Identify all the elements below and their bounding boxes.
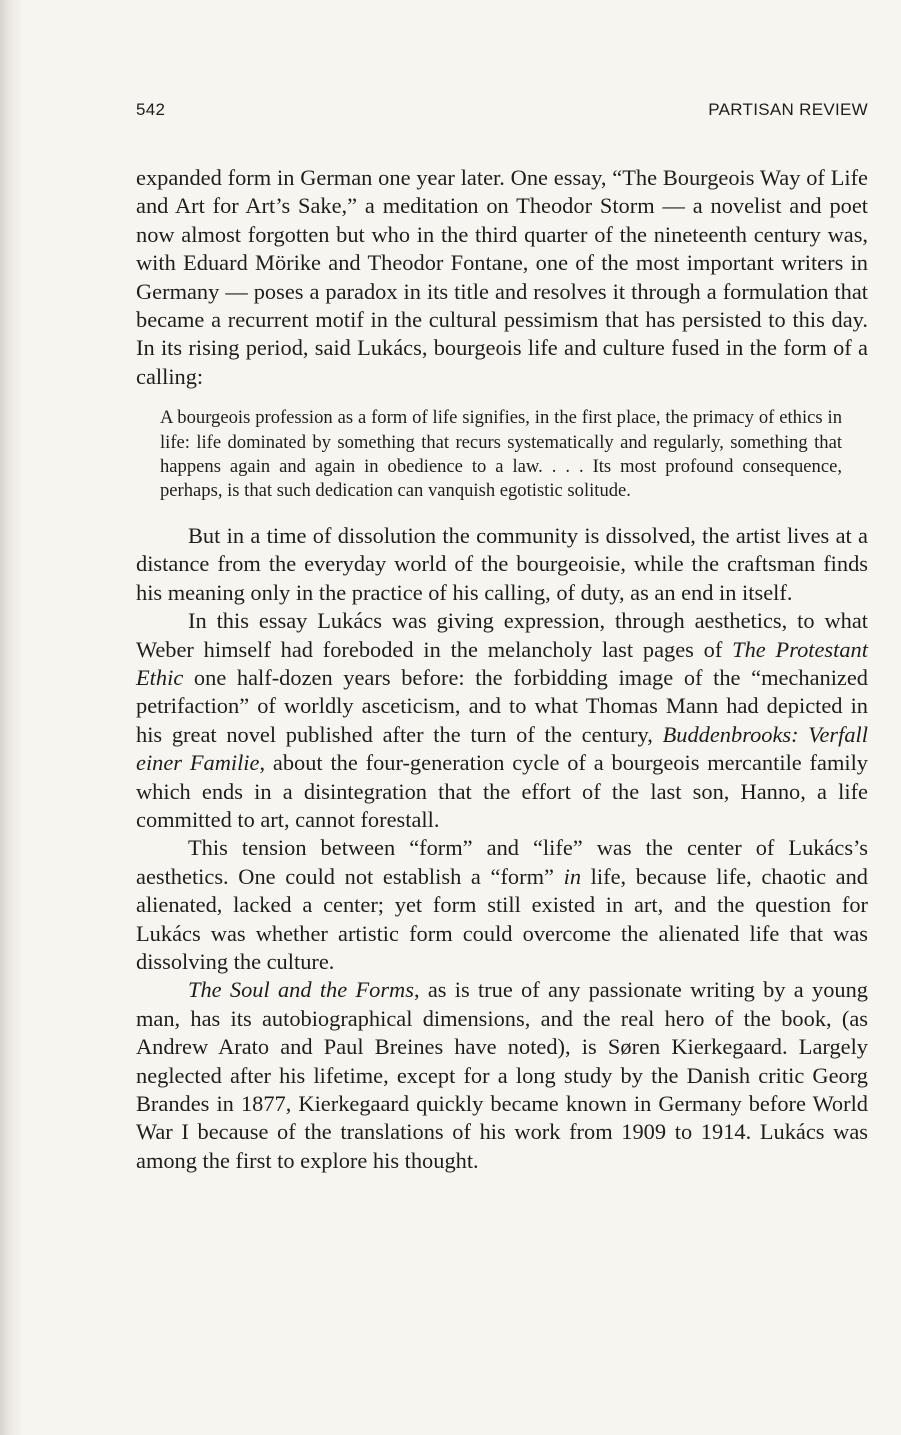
- book-title-soul-and-forms: The Soul and the Forms: [188, 977, 414, 1003]
- paragraph-3-text-b: one half-dozen years before: the forbidding image of the “mechanized petrifaction” of worldly asceticism, and to what Thomas Mann had depicted in his great novel published after the turn of the century,: [136, 664, 868, 747]
- paragraph-5: [136, 976, 868, 1175]
- paragraph-4-text-a: This tension between “form” and “life” was the center of Lukács’s aesthetics. One could not establish a “form”: [136, 835, 868, 889]
- paragraph-3-text-a: In this essay Lukács was giving expression, through aesthetics, to what Weber himself had foreboded in the melancholy last pages of: [136, 608, 868, 662]
- paragraph-4-text-b: life, because life, chaotic and alienated, lacked a center; yet form still existed in art, and the question for Lukács was whether artistic form could overcome the alienated life that was dissolving the culture.: [136, 863, 868, 974]
- paragraph-1: expanded form in German one year later. One essay, “The Bourgeois Way of Life and Art for Art’s Sake,” a meditation on Theodor Storm — a novelist and poet now almost forgotten but who in the third quarter of the nineteenth century was, with Eduard Mörike and Theodor Fontane, one of the most important writers in Germany — poses a paradox in its title and resolves it through a formulation that became a recurrent motif in the cultural pessimism that has persisted to this day. In its rising period, said Lukács, bourgeois life and culture fused in the form of a calling:: [136, 165, 868, 389]
- running-header: [136, 100, 868, 128]
- journal-title: PARTISAN REVIEW: [708, 100, 868, 119]
- block-quote-text: A bourgeois profession as a form of life signifies, in the first place, the primacy of ethics in life: life dominated by something that recurs systematically and regularly, something that happens again and again in obedience to a law. . . . Its most profound consequence, perhaps, is that such dedication can vanquish egotistic solitude.: [160, 407, 842, 502]
- paragraph-2: But in a time of dissolution the community is dissolved, the artist lives at a distance from the everyday world of the bourgeoisie, while the craftsman finds his meaning only in the practice of his calling, of duty, as an end in itself.: [136, 522, 868, 605]
- document-page: [136, 100, 868, 1175]
- body-text: [136, 164, 868, 1175]
- paragraph-4: [136, 834, 868, 976]
- paragraph-3-text-c: , about the four-generation cycle of a bourgeois mercantile family which ends in a disintegration that the effort of the last son, Hanno, a life committed to art, cannot forestall.: [136, 750, 868, 832]
- emphasis-in: in: [563, 863, 582, 889]
- book-title-protestant-ethic: The Protestant Ethic: [136, 636, 868, 690]
- block-quote: [160, 406, 842, 504]
- page-number: 542: [136, 100, 166, 119]
- paragraph-5-text-a: , as is true of any passionate writing by a young man, has its autobiographical dimensions, and the real hero of the book, (as Andrew Arato and Paul Breines have noted), is Søren Kierkegaard. Largely neglected after his lifetime, except for a long study by the Danish critic Georg Brandes in 1877, Kierkegaard quickly became known in Germany before World War I because of the translations of his work from 1909 to 1914. Lukács was among the first to explore his thought.: [136, 977, 868, 1173]
- paragraph-3: [136, 607, 868, 834]
- page-binding-edge: [0, 0, 22, 1435]
- book-title-buddenbrooks: Buddenbrooks: Verfall einer Familie: [136, 721, 869, 776]
